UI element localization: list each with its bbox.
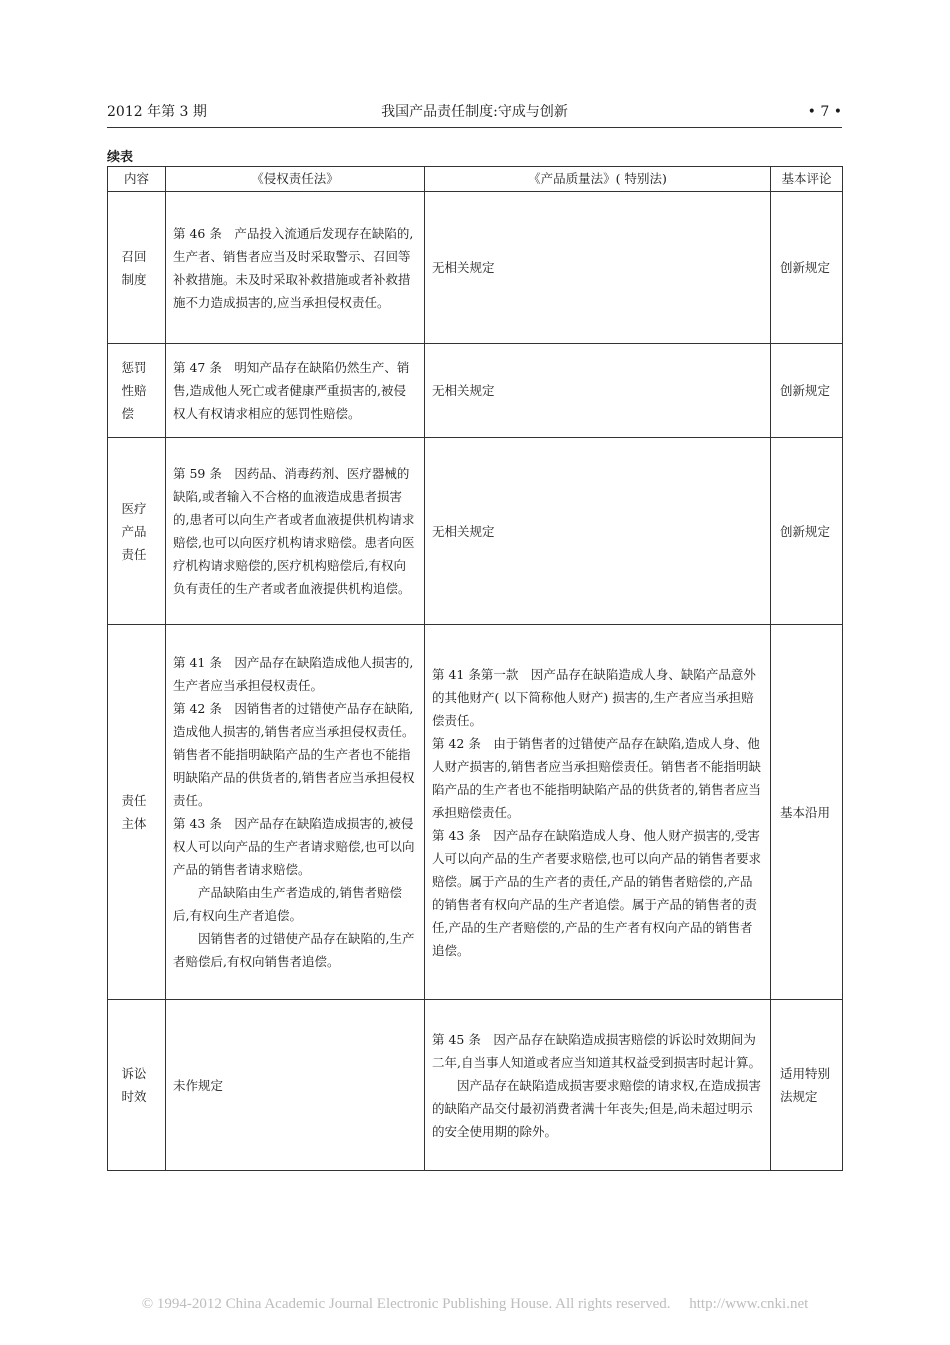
column-header-tort-law: 《侵权责任法》 <box>166 167 425 192</box>
quality-law-cell <box>425 625 771 1000</box>
table-header-row <box>108 167 843 192</box>
quality-law-cell <box>425 1000 771 1171</box>
comparison-table <box>107 166 843 1171</box>
tort-law-cell <box>166 1000 425 1171</box>
table-row <box>108 625 843 1000</box>
quality-law-cell <box>425 192 771 344</box>
legal-paragraph: 因销售者的过错使产品存在缺陷的,生产者赔偿后,有权向销售者追偿。 <box>173 931 415 969</box>
legal-paragraph: 第 43 条 因产品存在缺陷造成人身、他人财产损害的,受害人可以向产品的生产者要求赔偿,也可以向产品的销售者要求赔偿。属于产品的生产者的责任,产品的销售者赔偿的,产品的销售者有权向产品的生产者追偿。属于产品的销售者的责任,产品的生产者赔偿的,产品的生产者有权向产品的销售者追偿。 <box>432 827 761 958</box>
legal-paragraph: 第 59 条 因药品、消毒药剂、医疗器械的缺陷,或者输入不合格的血液造成患者损害的,患者可以向生产者或者血液提供机构请求赔偿,也可以向医疗机构请求赔偿。患者向医疗机构请求赔偿的,医疗机构赔偿后,有权向负有责任的生产者或者血液提供机构追偿。 <box>173 466 415 596</box>
journal-issue: 2012 年第 3 期 <box>107 104 207 120</box>
legal-paragraph: 第 42 条 由于销售者的过错使产品存在缺陷,造成人身、他人财产损害的,销售者应当承担赔偿责任。销售者不能指明缺陷产品的生产者也不能指明缺陷产品的供货者的,销售者应当承担赔偿责任。 <box>432 735 761 820</box>
table-row <box>108 192 843 344</box>
legal-paragraph: 第 45 条 因产品存在缺陷造成损害赔偿的诉讼时效期间为二年,自当事人知道或者应当知道其权益受到损害时起计算。 <box>432 1031 761 1070</box>
legal-paragraph: 第 42 条 因销售者的过错使产品存在缺陷,造成他人损害的,销售者应当承担侵权责任。销售者不能指明缺陷产品的生产者也不能指明缺陷产品的供货者的,销售者应当承担侵权责任。 <box>173 701 415 808</box>
article-title: 我国产品责任制度:守成与创新 <box>381 104 568 120</box>
legal-paragraph: 因产品存在缺陷造成损害要求赔偿的请求权,在造成损害的缺陷产品交付最初消费者满十年丧失;但是,尚未超过明示的安全使用期的除外。 <box>432 1077 761 1139</box>
legal-paragraph: 第 47 条 明知产品存在缺陷仍然生产、销售,造成他人死亡或者健康严重损害的,被侵权人有权请求相应的惩罚性赔偿。 <box>173 360 410 421</box>
remark-cell: 创新规定 <box>771 344 843 438</box>
row-category: 医疗产品责任 <box>108 438 166 625</box>
copyright-footer <box>0 1296 950 1313</box>
legal-paragraph: 未作规定 <box>173 1077 224 1093</box>
remark-cell: 适用特别法规定 <box>771 1000 843 1171</box>
column-header-quality-law: 《产品质量法》( 特别法) <box>425 167 771 192</box>
table-row <box>108 1000 843 1171</box>
legal-paragraph: 第 43 条 因产品存在缺陷造成损害的,被侵权人可以向产品的生产者请求赔偿,也可以向产品的销售者请求赔偿。 <box>173 816 415 877</box>
cnki-link[interactable]: http://www.cnki.net <box>689 1296 809 1312</box>
legal-paragraph: 第 46 条 产品投入流通后发现存在缺陷的,生产者、销售者应当及时采取警示、召回等补救措施。未及时采取补救措施或者补救措施不力造成损害的,应当承担侵权责任。 <box>173 225 414 310</box>
legal-paragraph: 无相关规定 <box>432 523 495 539</box>
legal-paragraph: 第 41 条 因产品存在缺陷造成他人损害的,生产者应当承担侵权责任。 <box>173 655 414 693</box>
table-caption: 续表 <box>107 150 134 165</box>
row-category: 责任主体 <box>108 625 166 1000</box>
table-row <box>108 438 843 625</box>
remark-cell: 创新规定 <box>771 438 843 625</box>
legal-paragraph: 无相关规定 <box>432 260 495 275</box>
legal-paragraph: 无相关规定 <box>432 383 495 398</box>
tort-law-cell <box>166 625 425 1000</box>
row-category: 惩罚性赔偿 <box>108 344 166 438</box>
table-row <box>108 344 843 438</box>
copyright-text: © 1994-2012 China Academic Journal Electronic Publishing House. All rights reserved. <box>141 1296 671 1312</box>
legal-paragraph: 第 41 条第一款 因产品存在缺陷造成人身、缺陷产品意外的其他财产( 以下简称他人财产) 损害的,生产者应当承担赔偿责任。 <box>432 666 756 728</box>
row-category: 召回制度 <box>108 192 166 344</box>
remark-cell: 创新规定 <box>771 192 843 344</box>
tort-law-cell <box>166 438 425 625</box>
tort-law-cell <box>166 192 425 344</box>
page-number: • 7 • <box>807 104 842 120</box>
quality-law-cell <box>425 438 771 625</box>
row-category: 诉讼时效 <box>108 1000 166 1171</box>
tort-law-cell <box>166 344 425 438</box>
column-header-content: 内容 <box>108 167 166 192</box>
running-header <box>107 101 842 128</box>
remark-cell: 基本沿用 <box>771 625 843 1000</box>
quality-law-cell <box>425 344 771 438</box>
legal-paragraph: 产品缺陷由生产者造成的,销售者赔偿后,有权向生产者追偿。 <box>173 885 402 923</box>
column-header-remark: 基本评论 <box>771 167 843 192</box>
